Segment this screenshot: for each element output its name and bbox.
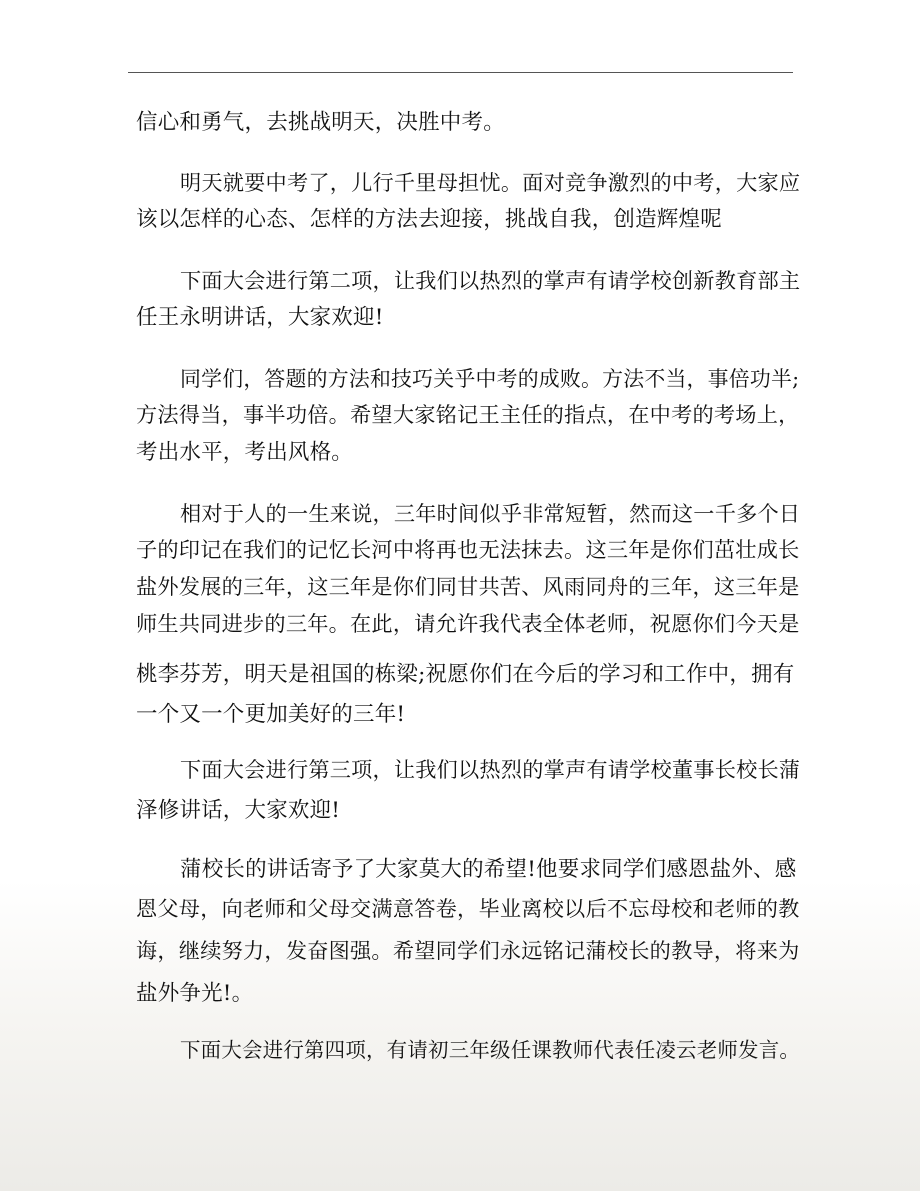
text-line: 泽修讲话，大家欢迎! [136,798,341,823]
text-line: 信心和勇气，去挑战明天，决胜中考。 [136,110,505,135]
text-line: 盐外争光!。 [136,981,254,1006]
text-line: 考出水平，考出风格。 [136,440,354,465]
text-line: 盐外发展的三年，这三年是你们同甘共苦、风雨同舟的三年，这三年是 [136,575,800,600]
text-line: 下面大会进行第三项，让我们以热烈的掌声有请学校董事长校长蒲 [180,757,801,782]
text-line: 同学们，答题的方法和技巧关乎中考的成败。方法不当，事倍功半; [180,367,800,391]
text-line: 一个又一个更加美好的三年! [136,702,406,727]
text-line: 明天就要中考了，儿行千里母担忧。面对竞争激烈的中考，大家应 [180,170,801,195]
text-line: 师生共同进步的三年。在此，请允许我代表全体老师，祝愿你们今天是 [136,612,800,637]
text-line: 桃李芬芳，明天是祖国的栋梁;祝愿你们在今后的学习和工作中，拥有 [136,662,795,687]
text-line: 下面大会进行第四项，有请初三年级任课教师代表任凌云老师发言。 [180,1038,801,1062]
text-line: 任王永明讲话，大家欢迎! [136,305,384,330]
text-line: 子的印记在我们的记忆长河中将再也无法抹去。这三年是你们茁壮成长 [136,538,800,563]
text-line: 下面大会进行第二项，让我们以热烈的掌声有请学校创新教育部主 [180,268,801,293]
text-line: 该以怎样的心态、怎样的方法去迎接，挑战自我，创造辉煌呢 [136,207,722,232]
text-line: 恩父母，向老师和父母交满意答卷，毕业离校以后不忘母校和老师的教 [136,897,800,922]
text-line: 诲，继续努力，发奋图强。希望同学们永远铭记蒲校长的教导，将来为 [136,939,800,964]
text-line: 蒲校长的讲话寄予了大家莫大的希望!他要求同学们感恩盐外、感 [180,857,797,882]
text-line: 相对于人的一生来说，三年时间似乎非常短暂，然而这一千多个日 [180,501,801,526]
text-line: 方法得当，事半功倍。希望大家铭记王主任的指点，在中考的考场上， [136,403,800,428]
